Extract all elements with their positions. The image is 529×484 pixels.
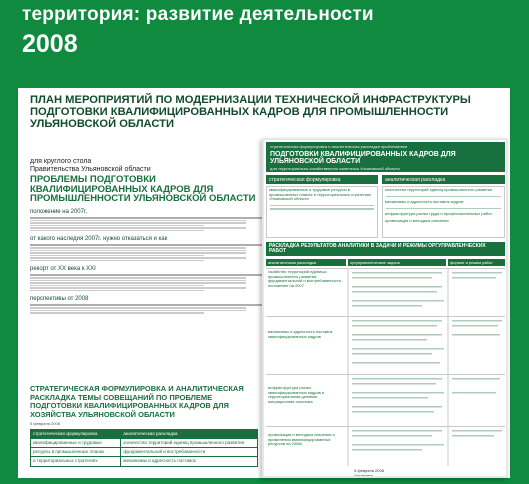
poster-banner	[266, 142, 505, 172]
text-line	[30, 287, 246, 289]
text-line	[30, 244, 265, 246]
text-line	[30, 217, 265, 219]
text-line	[30, 307, 246, 309]
text-line	[30, 282, 246, 284]
header-title: территория: развитие деятельности	[22, 4, 374, 25]
table-row	[31, 439, 257, 448]
poster-analysis-block	[382, 186, 505, 238]
section-title: перспективы от 2008	[30, 296, 89, 302]
table-cell: ресурсы в промышленных планах	[31, 448, 121, 456]
poster-row	[266, 374, 505, 424]
page-header	[0, 0, 529, 62]
sheet-title: ПЛАН МЕРОПРИЯТИЙ ПО МОДЕРНИЗАЦИИ ТЕХНИЧЕСКОЙ ИНФРАСТРУКТУРЫ ПОДГОТОВКИ КВАЛИФИЦИРОВАННЫХ КАДРОВ ДЛЯ ПРОМЫШЛЕННОСТИ УЛЬЯНОВСКОЙ ОБЛАСТИ	[30, 94, 471, 130]
poster-footer-city: Ульяновск	[354, 473, 374, 478]
table-cell: квалифицированные и трудовые	[31, 439, 121, 447]
strategy-title: СТРАТЕГИЧЕСКАЯ ФОРМУЛИРОВКА И АНАЛИТИЧЕСКАЯ РАСКЛАДКА ТЕМЫ СОВЕЩАНИЙ ПО ПРОБЛЕМЕ ПОДГОТОВКИ КВАЛИФИЦИРОВАННЫХ КАДРОВ ДЛЯ ХОЗЯЙСТВА УЛЬЯНОВСКОЙ ОБЛАСТИ	[30, 384, 244, 419]
table-cell: количество территорий единиц промышленного развития	[123, 440, 245, 445]
poster-tab-strategy: стратегическая формулировка	[266, 175, 378, 184]
poster-row-label: инфраструктура рынка квалифицированных кадров и территориальная целевая миграционная политика	[268, 385, 325, 404]
list-item: инфраструктура рынка труда и профессиональных работ	[385, 211, 493, 216]
poster-row	[266, 426, 505, 466]
table-cell: и территориальных стратегиях	[31, 457, 121, 466]
text-line	[30, 222, 246, 224]
text-line	[30, 252, 246, 254]
section-title: положение на 2007г.	[30, 208, 88, 215]
table-header-cell: аналитическая раскладка	[121, 430, 257, 438]
poster-thumbnail	[262, 138, 508, 478]
poster-footer-date: 5 февраля 2008	[354, 468, 384, 473]
text-line	[30, 225, 204, 227]
text-line	[30, 290, 204, 292]
strategy-date: 5 февраля 2008	[30, 421, 60, 426]
text-line	[30, 220, 246, 222]
text-line	[270, 208, 374, 210]
poster-banner-tag: для территориально-хозяйственного комплекса Ульяновской области	[270, 165, 400, 171]
text-line	[30, 280, 246, 282]
poster-row-label: организация и методика освоения и применения квалифицированных ресурсов на 2008г.	[268, 432, 335, 446]
text-line	[30, 260, 204, 262]
text-line	[270, 205, 374, 207]
poster-row	[266, 316, 505, 372]
text-line	[30, 230, 204, 232]
poster-banner-small: стратегическая формулировка и аналитическая раскладка проблематики	[270, 144, 408, 149]
section-title: от какого наследия 2007г. нужно отказаться и как	[30, 236, 168, 242]
text-line	[30, 257, 246, 259]
text-line	[30, 227, 246, 229]
problems-heading: ПРОБЛЕМЫ ПОДГОТОВКИ КВАЛИФИЦИРОВАННЫХ КАДРОВ ДЛЯ ПРОМЫШЛЕННОСТИ УЛЬЯНОВСКОЙ ОБЛАСТИ	[30, 174, 256, 204]
text-line	[30, 250, 246, 252]
poster-footer	[354, 468, 384, 478]
poster-tab-analysis: аналитическая раскладка	[382, 175, 505, 184]
list-item: механизмы и адресность поставок кадров	[385, 199, 464, 204]
table-row	[31, 448, 257, 457]
table-header-cell: стратегическая формулировка	[31, 430, 121, 438]
left-column	[30, 158, 265, 315]
text-line	[30, 247, 246, 249]
text-line	[386, 208, 501, 210]
table-row	[31, 457, 257, 466]
poster-col-head: оргуправленческие задачи	[348, 259, 446, 266]
header-year: 2008	[22, 30, 78, 58]
text-line	[30, 312, 204, 314]
table-header-row	[31, 430, 257, 439]
strategy-table	[30, 429, 258, 467]
intro-line-1: для круглого стола	[30, 158, 92, 165]
text-line	[386, 196, 501, 198]
text-line	[30, 285, 204, 287]
poster-col-head: аналитическая раскладка	[266, 259, 346, 266]
poster-col-head: формат и режим работ	[448, 259, 505, 266]
poster-strategy-block	[266, 186, 378, 238]
text-line	[30, 274, 265, 276]
list-item: количество территорий единиц промышленного развития	[385, 187, 493, 192]
table-cell: фундаментальной и востребованности	[123, 449, 206, 454]
section-title: рекорт от ХХ века к ХХI	[30, 266, 96, 272]
poster-row	[266, 268, 505, 314]
text-line	[30, 277, 246, 279]
intro-line-2: Правительства Ульяновской области	[30, 166, 151, 173]
list-item: организация и методика освоения	[385, 217, 449, 223]
text-line	[30, 310, 246, 312]
poster-strategy-text: квалифицированные и трудовые ресурсы в промышленных планах и территориальных стратегиях Ульяновской области	[269, 187, 372, 201]
poster-banner-main: ПОДГОТОВКИ КВАЛИФИЦИРОВАННЫХ КАДРОВ ДЛЯ УЛЬЯНОВСКОЙ ОБЛАСТИ	[270, 150, 456, 165]
text-line	[30, 304, 265, 306]
poster-row-label: хозяйство территорий единицы промышленного развития, фундаментальной и востребованности. положение на 2007	[268, 269, 342, 288]
text-line	[30, 255, 204, 257]
strategy-summary	[30, 385, 260, 467]
poster-results-banner: РАСКЛАДКА РЕЗУЛЬТАТОВ АНАЛИТИКИ В ЗАДАЧИ И РЕЖИМЫ ОРГУПРАВЛЕНЧЕСКИХ РАБОТ	[266, 242, 505, 256]
table-cell: механизмы и адресность поставок	[123, 458, 196, 463]
poster-row-label: механизмы и адресность поставок квалифицированных кадров	[268, 329, 333, 339]
